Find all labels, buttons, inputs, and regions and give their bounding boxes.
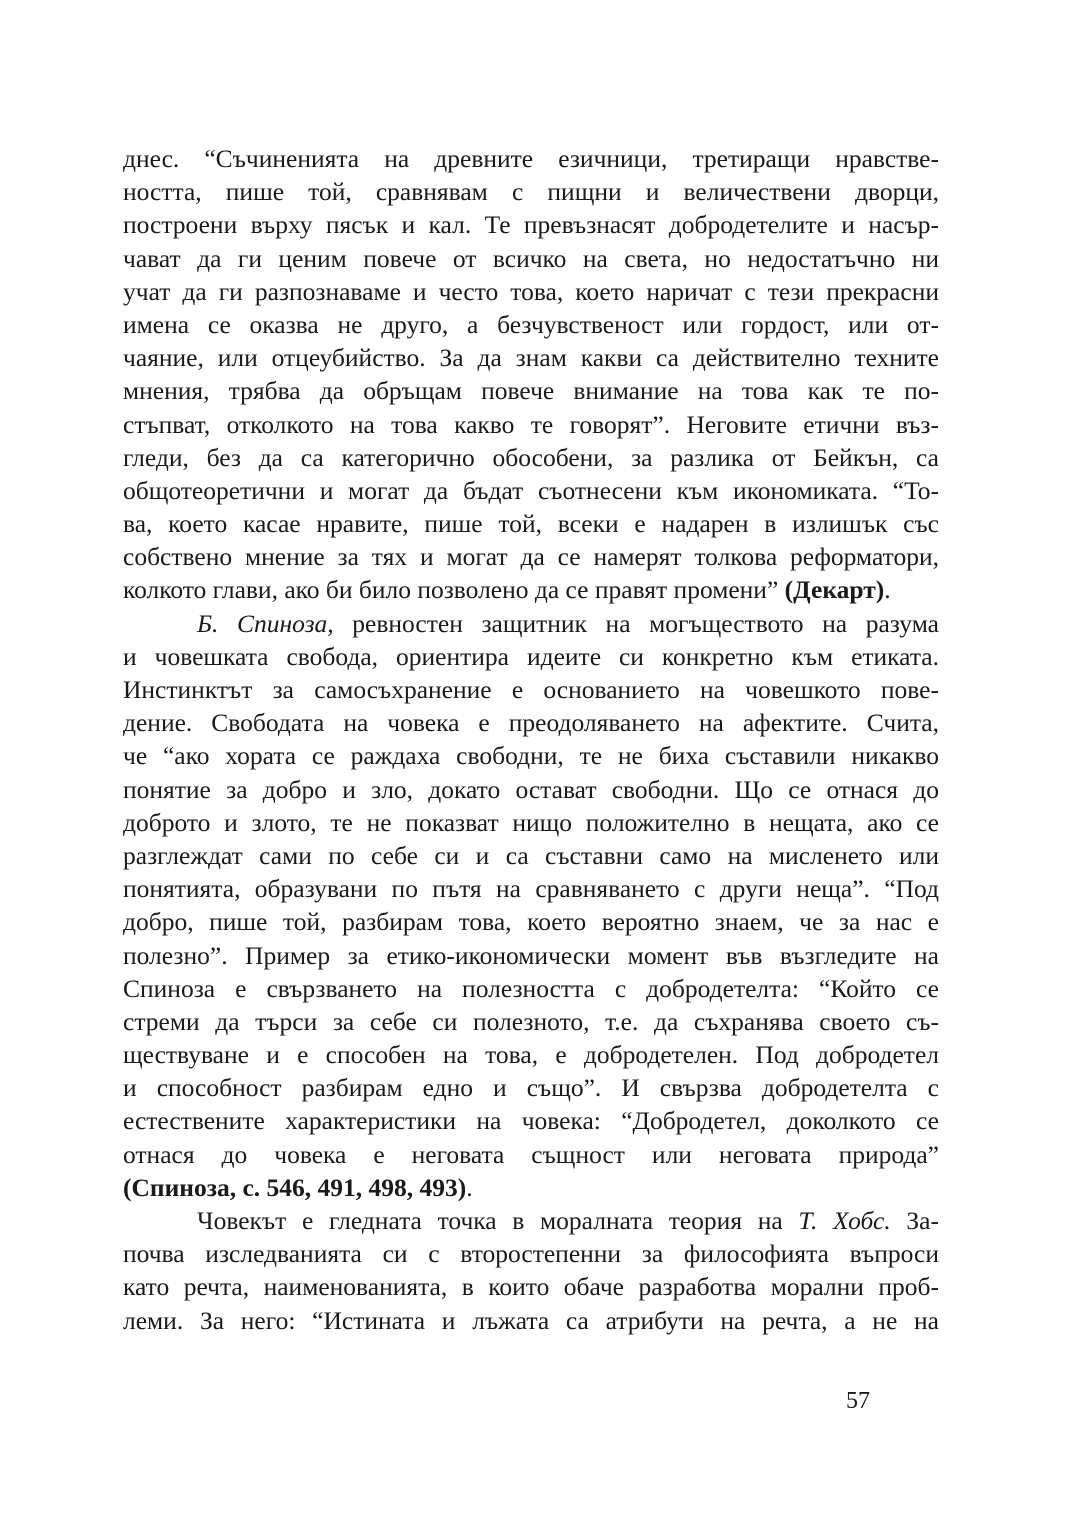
text-line xyxy=(123,806,939,839)
text-segment: Човекът е гледната точка в моралната теория на xyxy=(197,1206,799,1235)
text-line xyxy=(123,972,939,1005)
text-line xyxy=(123,507,939,540)
text-segment: . xyxy=(466,1172,473,1202)
text-line xyxy=(123,706,939,739)
citation-text: (Декарт) xyxy=(784,575,885,605)
text-segment: ревностен защитник на могъществото на разума xyxy=(333,608,940,638)
text-segment: и човешката свобода, ориентира идеите си конкретно към етиката. xyxy=(123,641,939,671)
text-segment: Спиноза е свързването на полезността с добродетелта: “Който се xyxy=(123,973,939,1003)
text-segment: За- xyxy=(890,1206,939,1235)
text-segment: доброто и злото, те не показват нищо положително в нещата, ако се xyxy=(123,807,939,837)
text-line xyxy=(123,1171,939,1204)
text-line xyxy=(123,905,939,938)
text-line xyxy=(123,872,939,905)
text-segment: собствено мнение за тях и могат да се намерят толкова реформатори, xyxy=(123,542,939,572)
text-line xyxy=(123,441,939,474)
page-number: 57 xyxy=(846,1388,870,1414)
text-line xyxy=(123,142,939,175)
text-line xyxy=(123,408,939,441)
page-body xyxy=(123,142,939,1337)
text-line xyxy=(123,175,939,208)
text-line xyxy=(123,640,939,673)
text-segment: чаяние, или отцеубийство. За да знам какви са действително техните xyxy=(123,343,939,373)
text-segment: дение. Свободата на човека е преодоляването на афектите. Счита, xyxy=(123,708,939,738)
text-line xyxy=(123,1304,939,1337)
text-line xyxy=(123,1071,939,1104)
text-line xyxy=(123,573,939,606)
text-line xyxy=(123,540,939,573)
text-segment: леми. За него: “Истината и лъжата са атрибути на речта, а не на xyxy=(123,1305,939,1335)
text-line xyxy=(123,1038,939,1071)
text-segment: понятие за добро и зло, докато остават свободни. Що се отнася до xyxy=(123,774,939,804)
text-line xyxy=(123,242,939,275)
text-segment: и способност разбирам едно и също”. И свързва добродетелта с xyxy=(123,1073,939,1103)
text-segment: понятията, образувани по пътя на сравняването с други неща”. “Под xyxy=(123,874,939,904)
text-segment: общотеоретични и могат да бъдат съотнесени към икономиката. “То- xyxy=(123,475,939,505)
text-line xyxy=(123,773,939,806)
paragraph-2 xyxy=(123,607,939,1204)
text-segment: учат да ги разпознаваме и често това, което наричат с тези прекрасни xyxy=(123,276,939,306)
text-segment: че “ако хората се раждаха свободни, те не биха съставили никакво xyxy=(123,741,939,771)
text-line xyxy=(123,208,939,241)
text-line xyxy=(123,275,939,308)
text-segment: стреми да търси за себе си полезното, т.е. да съхранява своето съ- xyxy=(123,1006,939,1036)
author-name: Б. Спиноза, xyxy=(197,608,334,638)
text-segment: ва, което касае нравите, пише той, всеки е надарен в излишък със xyxy=(123,509,939,539)
text-segment: имена се оказва не друго, а безчувственост или гордост, или от- xyxy=(123,309,939,339)
text-line xyxy=(123,374,939,407)
text-line xyxy=(123,839,939,872)
text-segment: ността, пише той, сравнявам с пищни и величествени дворци, xyxy=(123,177,939,207)
paragraph-3 xyxy=(123,1204,939,1337)
text-line xyxy=(123,1005,939,1038)
text-line xyxy=(123,1138,939,1171)
text-segment: разглеждат сами по себе си и са съставни само на мисленето или xyxy=(123,840,939,870)
text-line xyxy=(123,673,939,706)
text-segment: добро, пише той, разбирам това, което вероятно знаем, че за нас е xyxy=(123,907,939,937)
text-line xyxy=(123,939,939,972)
text-line xyxy=(123,607,939,640)
text-line xyxy=(123,1237,939,1270)
text-line xyxy=(123,474,939,507)
text-segment: стъпват, отколкото на това какво те говорят”. Неговите етични въз- xyxy=(123,409,939,439)
text-segment: . xyxy=(884,575,891,605)
text-segment: Инстинктът за самосъхранение е основанието на човешкото пове- xyxy=(123,675,939,704)
paragraph-1 xyxy=(123,142,939,607)
citation-text: (Спиноза, с. 546, 491, 498, 493) xyxy=(123,1172,467,1202)
text-line xyxy=(123,341,939,374)
text-line xyxy=(123,739,939,772)
text-segment: колкото глави, ако би било позволено да се правят промени” xyxy=(123,575,785,605)
text-segment: като речта, наименованията, в които обаче разработва морални проб- xyxy=(123,1272,939,1302)
text-line xyxy=(123,1104,939,1137)
text-segment: днес. “Съчиненията на древните езичници, третиращи нравстве- xyxy=(123,144,939,173)
text-segment: естествените характеристики на човека: “Добродетел, доколкото се xyxy=(123,1106,939,1136)
text-segment: чават да ги ценим повече от всичко на света, но недостатъчно ни xyxy=(123,243,939,273)
text-line xyxy=(123,308,939,341)
text-segment: почва изследванията си с второстепенни за философията въпроси xyxy=(123,1239,939,1269)
text-segment: ществуване и е способен на това, е добродетелен. Под добродетел xyxy=(123,1040,939,1070)
text-line xyxy=(123,1204,939,1237)
text-segment: гледи, без да са категорично обособени, за разлика от Бейкън, са xyxy=(123,442,939,472)
text-segment: отнася до човека е неговата същност или неговата природа” xyxy=(123,1139,939,1169)
text-segment: полезно”. Пример за етико-икономически момент във възгледите на xyxy=(123,940,939,970)
text-segment: мнения, трябва да обръщам повече внимание на това как те по- xyxy=(123,376,939,406)
text-segment: построени върху пясък и кал. Те превъзнасят добродетелите и насър- xyxy=(123,210,939,240)
text-line xyxy=(123,1270,939,1303)
author-name: Т. Хобс. xyxy=(798,1206,891,1235)
